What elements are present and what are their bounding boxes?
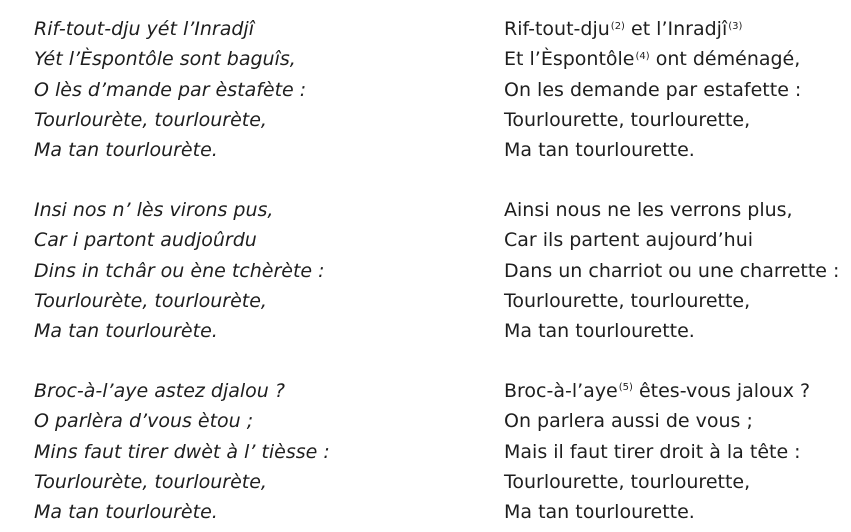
verse-text: Et l’Èspontôle [504,48,635,71]
translation-stanza-1 [504,14,849,165]
verse-line: Mins faut tirer dwèt à l’ tièsse : [34,440,330,463]
verse-line: Rif-tout-dju yét l’Inradjî [34,18,254,40]
original-stanza-2 [34,195,474,346]
footnote-marker: (5) [618,382,633,394]
verse-line: Car i partont audjoûrdu [34,229,257,252]
verse-line: Ma tan tourlourette. [504,501,695,524]
verse-line: Car ils partent aujourd’hui [504,229,754,252]
verse-text: Rif-tout-dju [504,18,610,40]
verse-line: Ma tan tourlourette. [504,320,695,343]
verse-line: Ma tan tourlourète. [34,139,218,162]
verse-line [504,14,849,44]
verse-line: O parlèra d’vous ètou ; [34,410,254,433]
verse-line: Ma tan tourlourète. [34,320,218,343]
original-stanza-3 [34,376,474,527]
verse-line: Tourlourette, tourlourette, [504,289,751,312]
verse-line: Ma tan tourlourette. [504,139,695,162]
verse-line: Dans un charriot ou une charrette : [504,259,840,282]
verse-text: ont déménagé, [649,48,801,71]
original-text-column [34,14,474,527]
verse-line: Tourlourette, tourlourette, [504,108,751,131]
verse-line: On parlera aussi de vous ; [504,410,753,433]
verse-line: Ainsi nous ne les verrons plus, [504,198,793,221]
verse-line: Mais il faut tirer droit à la tête : [504,440,801,463]
verse-text: et l’Inradjî [624,18,728,40]
verse-line: Tourlourette, tourlourette, [504,470,751,493]
verse-line: O lès d’mande par èstafète : [34,78,307,101]
translation-stanza-2 [504,195,849,346]
original-stanza-1 [34,14,474,165]
verse-line [504,44,849,74]
translation-text-column [504,14,849,527]
verse-line: Tourlourète, tourlourète, [34,470,267,493]
verse-line [504,376,849,406]
verse-line: On les demande par estafette : [504,78,802,101]
verse-text: Broc-à-l’aye [504,379,618,402]
verse-line: Broc-à-l’aye astez djalou ? [34,379,285,402]
verse-line: Dins in tchâr ou ène tchèrète : [34,259,325,282]
verse-line: Tourlourète, tourlourète, [34,289,267,312]
verse-line: Ma tan tourlourète. [34,501,218,524]
verse-line: Yét l’Èspontôle sont baguîs, [34,48,296,71]
verse-line: Tourlourète, tourlourète, [34,108,267,131]
footnote-marker: (2) [610,20,625,32]
verse-line: Insi nos n’ lès virons pus, [34,198,274,221]
verse-text: êtes-vous jaloux ? [632,379,811,402]
footnote-marker: (3) [728,20,743,32]
footnote-marker: (4) [635,50,650,62]
translation-stanza-3 [504,376,849,527]
